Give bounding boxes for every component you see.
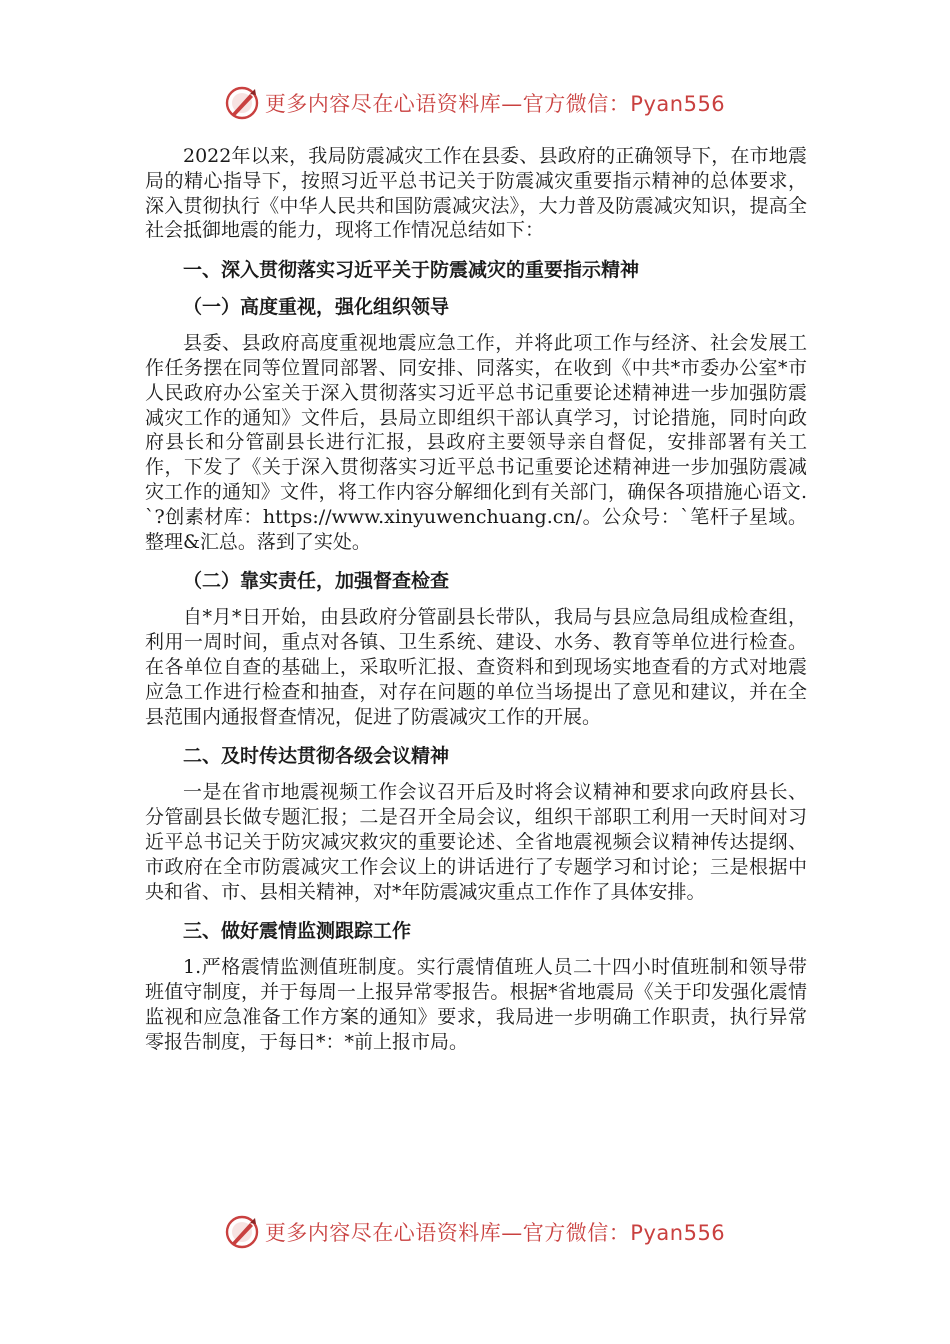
quill-seal-icon: [225, 1215, 259, 1249]
subsection-heading-1-2: （二）靠实责任，加强督查检查: [183, 570, 450, 593]
document-body: [145, 144, 807, 1055]
paragraph-4: 1.严格震情监测值班制度。实行震情值班人员二十四小时值班制和领导带班值守制度，并于每周一上报异常零报告。根据*省地震局《关于印发强化震情监视和应急准备工作方案的通知》要求，我局进一步明确工作职责，执行异常零报告制度，于每日*：*前上报市局。: [145, 956, 807, 1053]
quill-seal-icon: [225, 86, 259, 120]
paragraph-3: 一是在省市地震视频工作会议召开后及时将会议精神和要求向政府县长、分管副县长做专题汇报；二是召开全局会议，组织干部职工利用一天时间对习近平总书记关于防灾减灾救灾的重要论述、全省地震视频会议精神传达提纲、市政府在全市防震减灾工作会议上的讲话进行了专题学习和讨论；三是根据中央和省、市、县相关精神，对*年防震减灾重点工作作了具体安排。: [145, 781, 807, 903]
header-banner: [0, 83, 950, 123]
banner-text: 更多内容尽在心语资料库—官方微信：Pyan556: [264, 1221, 726, 1245]
section-heading-3: 三、做好震情监测跟踪工作: [183, 920, 412, 943]
section-heading-2: 二、及时传达贯彻各级会议精神: [183, 745, 450, 768]
banner-content: [225, 1215, 725, 1249]
intro-paragraph: 2022年以来，我局防震减灾工作在县委、县政府的正确领导下，在市地震局的精心指导下，按照习近平总书记关于防震减灾重要指示精神的总体要求，深入贯彻执行《中华人民共和国防震减灾法》，大力普及防震减灾知识，提高全社会抵御地震的能力，现将工作情况总结如下：: [145, 145, 807, 242]
paragraph-1: 县委、县政府高度重视地震应急工作，并将此项工作与经济、社会发展工作任务摆在同等位置同部署、同安排、同落实，在收到《中共*市委办公室*市人民政府办公室关于深入贯彻落实习近平总书记重要论述精神进一步加强防震减灾工作的通知》文件后，县局立即组织干部认真学习，讨论措施，同时向政府县长和分管副县长进行汇报，县政府主要领导亲自督促，安排部署有关工作，下发了《关于深入贯彻落实习近平总书记重要论述精神进一步加强防震减灾工作的通知》文件，将工作内容分解细化到有关部门，确保各项措施心语文.`?创素材库：https://www.xinyuwenchuang.cn/。公众号：`笔杆子星域。整理&汇总。落到了实处。: [145, 332, 807, 553]
subsection-heading-1-1: （一）高度重视，强化组织领导: [183, 296, 450, 319]
section-heading-1: 一、深入贯彻落实习近平关于防震减灾的重要指示精神: [183, 259, 640, 282]
banner-content: [225, 86, 725, 120]
paragraph-2: 自*月*日开始，由县政府分管副县长带队，我局与县应急局组成检查组，利用一周时间，重点对各镇、卫生系统、建设、水务、教育等单位进行检查。在各单位自查的基础上，采取听汇报、查资料和到现场实地查看的方式对地震应急工作进行检查和抽查，对存在问题的单位当场提出了意见和建议，并在全县范围内通报督查情况，促进了防震减灾工作的开展。: [145, 606, 807, 728]
footer-banner: [0, 1212, 950, 1252]
banner-text: 更多内容尽在心语资料库—官方微信：Pyan556: [264, 92, 726, 116]
